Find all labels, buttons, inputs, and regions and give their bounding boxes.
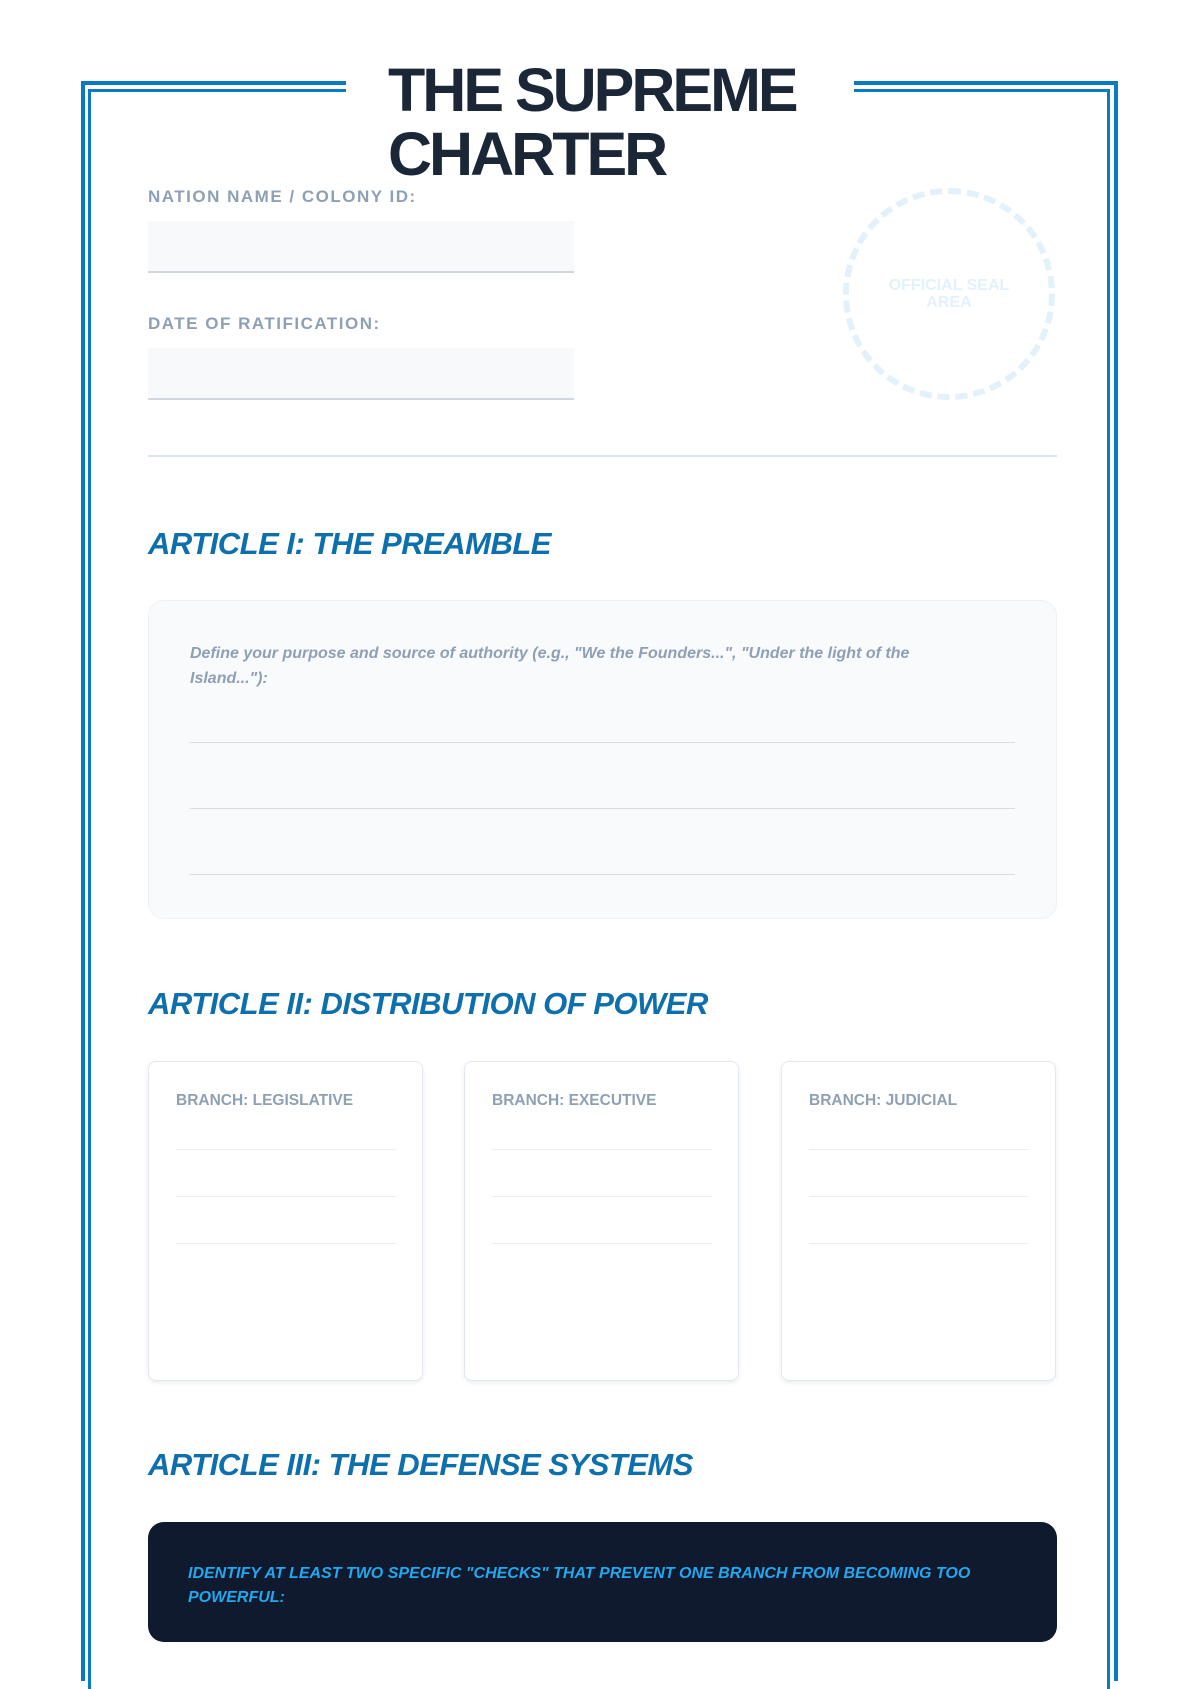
branch-line[interactable] xyxy=(809,1243,1029,1244)
preamble-box xyxy=(148,600,1057,919)
branch-card-judicial xyxy=(781,1061,1056,1381)
article-3-heading: ARTICLE III: THE DEFENSE SYSTEMS xyxy=(148,1447,693,1482)
article-2-heading: ARTICLE II: DISTRIBUTION OF POWER xyxy=(148,986,708,1021)
nation-name-input[interactable] xyxy=(148,221,574,273)
branch-line[interactable] xyxy=(492,1149,712,1150)
preamble-line-1[interactable] xyxy=(190,742,1015,743)
branch-line[interactable] xyxy=(176,1149,396,1150)
branch-card-executive xyxy=(464,1061,739,1381)
branch-label-legislative: BRANCH: LEGISLATIVE xyxy=(176,1092,354,1109)
defense-systems-box xyxy=(148,1522,1057,1642)
ratification-date-label: DATE OF RATIFICATION: xyxy=(148,314,381,333)
official-seal-area xyxy=(843,188,1055,400)
document-title: THE SUPREME CHARTER xyxy=(388,56,796,188)
ratification-date-input[interactable] xyxy=(148,348,574,400)
nation-name-label: NATION NAME / COLONY ID: xyxy=(148,187,417,206)
preamble-line-2[interactable] xyxy=(190,808,1015,809)
preamble-line-3[interactable] xyxy=(190,874,1015,875)
branch-label-judicial: BRANCH: JUDICIAL xyxy=(809,1092,958,1109)
branch-line[interactable] xyxy=(492,1196,712,1197)
seal-label: OFFICIAL SEAL AREA xyxy=(888,277,1010,311)
branch-line[interactable] xyxy=(809,1196,1029,1197)
branch-line[interactable] xyxy=(809,1149,1029,1150)
preamble-prompt: Define your purpose and source of authority (e.g., "We the Founders...", "Under the light of the Island..."): xyxy=(190,645,910,687)
defense-prompt: IDENTIFY AT LEAST TWO SPECIFIC "CHECKS" THAT PREVENT ONE BRANCH FROM BECOMING TOO POWERFUL: xyxy=(188,1565,971,1606)
branch-card-legislative xyxy=(148,1061,423,1381)
header-divider xyxy=(148,455,1057,457)
branch-line[interactable] xyxy=(492,1243,712,1244)
branch-line[interactable] xyxy=(176,1196,396,1197)
article-1-heading: ARTICLE I: THE PREAMBLE xyxy=(148,526,551,561)
branch-label-executive: BRANCH: EXECUTIVE xyxy=(492,1092,657,1109)
branch-line[interactable] xyxy=(176,1243,396,1244)
